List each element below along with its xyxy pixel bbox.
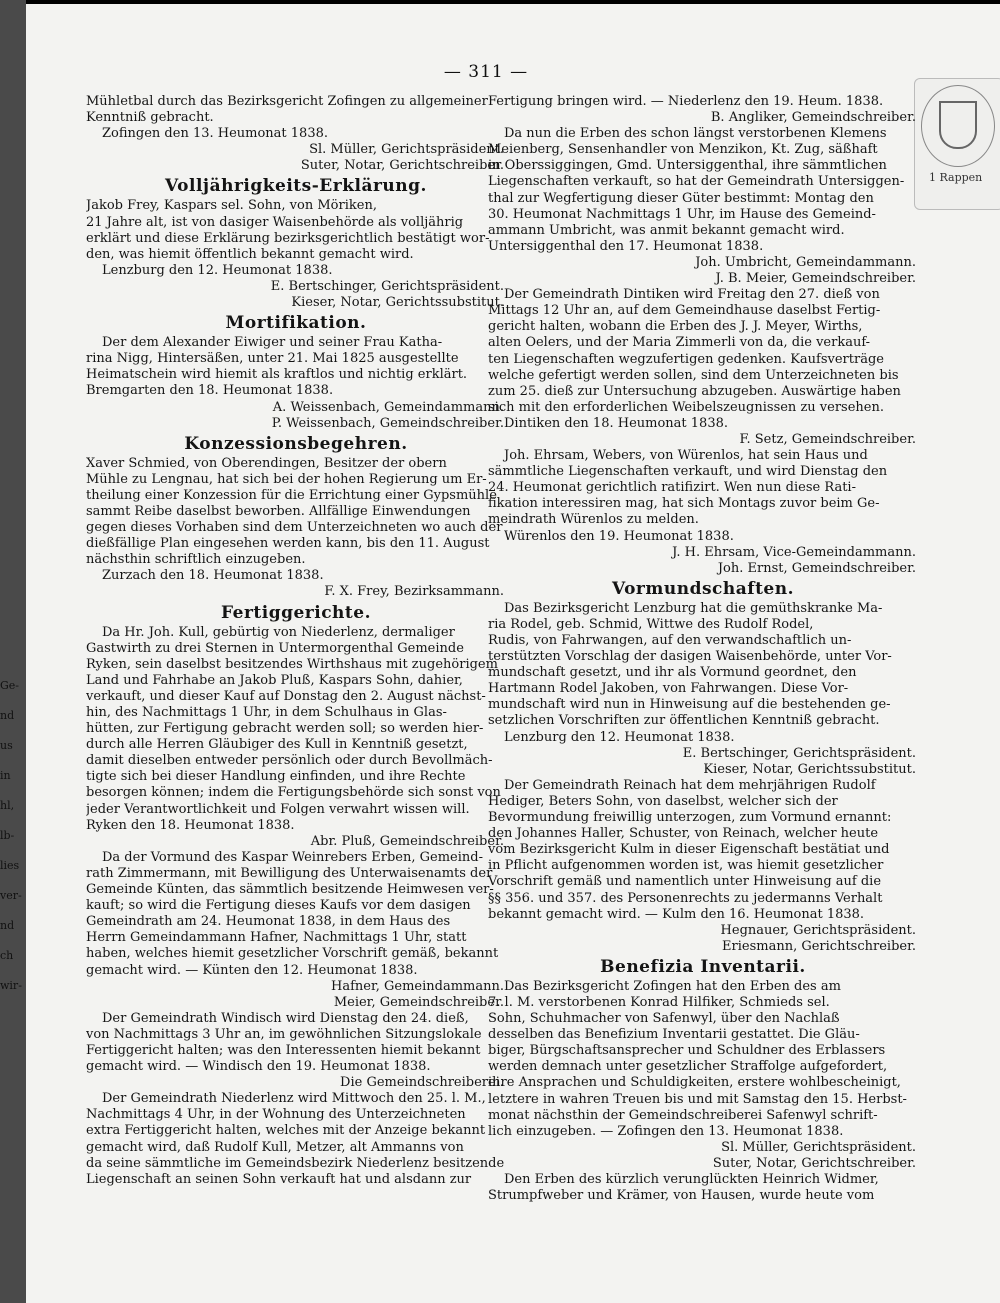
right-column-line: J. H. Ehrsam, Vice-Gemeindammann. xyxy=(672,544,916,560)
right-column-line: Rudis, von Fahrwangen, auf den verwandschaftlich un- xyxy=(488,633,852,648)
right-column-line: Fertigung bringen wird. — Niederlenz den 19. Heum. 1838. xyxy=(488,94,884,109)
right-column-line: Meienberg, Sensenhandler von Menzikon, Kt. Zug, säßhaft xyxy=(488,142,878,158)
margin-fragment: Ge- xyxy=(0,680,20,692)
newspaper-page xyxy=(26,4,1000,1303)
right-column-line: Lenzburg den 12. Heumonat 1838. xyxy=(504,729,735,745)
margin-fragment: wir- xyxy=(0,980,22,992)
right-column-line: Hartmann Rodel Jakoben, von Fahrwangen. Diese Vor- xyxy=(488,681,849,697)
right-column-line: Kieser, Notar, Gerichtssubstitut. xyxy=(703,761,916,777)
right-column-line: B. Angliker, Gemeindschreiber. xyxy=(710,110,916,126)
left-column-line: Mühle zu Lengnau, hat sich bei der hohen Regierung um Er- xyxy=(86,471,487,487)
right-column-line: Den Erben des kürzlich verunglückten Heinrich Widmer, xyxy=(504,1172,879,1187)
left-column-line: Gemeindrath am 24. Heumonat 1838, in dem Haus des xyxy=(86,914,451,930)
right-column-line: Liegenschaften verkauft, so hat der Gemeindrath Untersiggen- xyxy=(488,174,905,190)
left-column-line: kauft; so wird die Fertigung dieses Kaufs vor dem dasigen xyxy=(86,898,471,914)
right-column-line: Der Gemeindrath Reinach hat dem mehrjährigen Rudolf xyxy=(504,777,876,793)
right-column-line: biger, Bürgschaftsansprecher und Schuldner des Erblassers xyxy=(488,1043,886,1059)
left-column-line: Der dem Alexander Eiwiger und seiner Frau Katha- xyxy=(102,335,443,351)
left-column-line: P. Weissenbach, Gemeindschreiber. xyxy=(271,415,504,431)
right-column-line: Sl. Müller, Gerichtspräsident. xyxy=(721,1139,916,1155)
right-column-line: 7. l. M. verstorbenen Konrad Hilfiker, Schmieds sel. xyxy=(488,994,830,1010)
right-column-line: monat nächsthin der Gemeindschreiberei Safenwyl schrift- xyxy=(488,1107,878,1123)
left-column-line: rina Nigg, Hintersäßen, unter 21. Mai 1825 ausgestellte xyxy=(86,351,459,367)
left-column-line: besorgen können; indem die Fertigungsbehörde sich sonst von xyxy=(86,785,501,801)
right-column-line: Hediger, Beters Sohn, von daselbst, welcher sich der xyxy=(488,793,838,809)
left-column-line: 21 Jahre alt, ist von dasiger Waisenbehörde als volljährig xyxy=(86,214,464,230)
right-column-line: Joh. Ehrsam, Webers, von Würenlos, hat sein Haus und xyxy=(504,448,868,464)
right-column-line: Das Bezirksgericht Lenzburg hat die gemüthskranke Ma- xyxy=(504,600,883,616)
right-column-line: 30. Heumonat Nachmittags 1 Uhr, im Hause des Gemeind- xyxy=(488,206,876,222)
left-column-line: da seine sämmtliche im Gemeindsbezirk Niederlenz besitzende xyxy=(86,1155,505,1171)
right-column-line: setzlichen Vorschriften zur öffentlichen Kenntniß gebracht. xyxy=(488,713,880,729)
left-column-line: Herrn Gemeindammann Hafner, Nachmittags 1 Uhr, statt xyxy=(86,930,467,946)
margin-fragment: ver- xyxy=(0,890,22,902)
right-column-line: J. B. Meier, Gemeindschreiber. xyxy=(715,271,916,287)
right-column-heading: Benefizia Inventarii. xyxy=(600,956,806,977)
left-column-heading: Mortifikation. xyxy=(225,313,367,334)
left-column-heading: Konzessionsbegehren. xyxy=(184,433,408,454)
left-column-line: Da der Vormund des Kaspar Weinrebers Erben, Gemeind- xyxy=(102,849,483,865)
right-column-line: in Pflicht aufgenommen worden ist, was hiemit gesetzlicher xyxy=(488,858,884,874)
right-column-line: ammann Umbricht, was anmit bekannt gemacht wird. xyxy=(488,222,845,238)
left-column-line: Land und Fahrhabe an Jakob Pluß, Kaspars Sohn, dahier, xyxy=(86,672,463,688)
right-column-line: Sohn, Schuhmacher von Safenwyl, über den Nachlaß xyxy=(488,1011,840,1027)
left-column-line: jeder Verantwortlichkeit und Folgen verwahrt wissen will. xyxy=(86,801,470,817)
left-column-line: Fertiggericht halten; was den Interessenten hiemit bekannt xyxy=(86,1042,481,1058)
right-column-line: Der Gemeindrath Dintiken wird Freitag den 27. dieß von xyxy=(504,287,880,303)
left-column-line: F. X. Frey, Bezirksammann. xyxy=(324,584,504,600)
left-column-line: damit dieselben entweder persönlich oder durch Bevollmäch- xyxy=(86,753,493,769)
stamp-text: 1 Rappen xyxy=(929,171,983,184)
left-column-line: gegen dieses Vorhaben sind dem Unterzeichneten wo auch der xyxy=(86,520,503,536)
right-column-line: lich einzugeben. — Zofingen den 13. Heumonat 1838. xyxy=(488,1123,844,1139)
left-column-line: sammt Reibe daselbst beworben. Allfällige Einwendungen xyxy=(86,503,471,519)
left-column-line: Mühletbal durch das Bezirksgericht Zofingen zu allgemeiner xyxy=(86,94,488,109)
left-column-line: Suter, Notar, Gerichtschreiber. xyxy=(300,158,504,174)
right-column-line: Strumpfweber und Krämer, von Hausen, wurde heute vom xyxy=(488,1188,875,1204)
right-column-line: mundschaft gesetzt, und ihr als Vormund geordnet, den xyxy=(488,665,857,681)
right-column-line: meindrath Würenlos zu melden. xyxy=(488,512,699,528)
right-column-line: Suter, Notar, Gerichtschreiber. xyxy=(712,1155,916,1171)
right-column-line: thal zur Wegfertigung dieser Güter bestimmt: Montag den xyxy=(488,190,874,206)
left-column-line: von Nachmittags 3 Uhr an, im gewöhnlichen Sitzungslokale xyxy=(86,1026,482,1042)
right-column-line: zum 25. dieß zur Untersuchung abzugeben. Auswärtige haben xyxy=(488,383,901,399)
left-column-line: Gemeinde Künten, das sämmtlich besitzende Heimwesen ver- xyxy=(86,882,494,898)
margin-fragment: in xyxy=(0,770,11,782)
left-column-line: Ryken, sein daselbst besitzendes Wirthshaus mit zugehörigem xyxy=(86,656,498,672)
left-column-line: Der Gemeindrath Windisch wird Dienstag den 24. dieß, xyxy=(102,1010,469,1026)
left-column-line: gemacht wird, daß Rudolf Kull, Metzer, alt Ammanns von xyxy=(86,1139,464,1155)
left-column-line: dießfällige Plan eingesehen werden kann, bis den 11. August xyxy=(86,536,490,552)
right-column-line: Eriesmann, Gerichtschreiber. xyxy=(722,938,916,954)
left-column-line: hin, des Nachmittags 1 Uhr, in dem Schulhaus in Glas- xyxy=(86,705,447,720)
right-column-line: den Johannes Haller, Schuster, von Reinach, welcher heute xyxy=(488,826,879,842)
left-column-line: E. Bertschinger, Gerichtspräsident. xyxy=(270,278,504,294)
right-column-line: fikation interessiren mag, hat sich Montags zuvor beim Ge- xyxy=(488,496,880,512)
right-column-line: desselben das Benefizium Inventarii gestattet. Die Gläu- xyxy=(488,1027,860,1043)
right-column xyxy=(488,94,918,1204)
left-column-line: Lenzburg den 12. Heumonat 1838. xyxy=(102,262,333,278)
right-column-line: vom Bezirksgericht Kulm in dieser Eigenschaft bestätiat und xyxy=(488,842,890,858)
right-column-line: Untersiggenthal den 17. Heumonat 1838. xyxy=(488,238,764,254)
left-column-line: tigte sich bei dieser Handlung einfinden, und ihre Rechte xyxy=(86,769,466,785)
right-column-line: Hegnauer, Gerichtspräsident. xyxy=(720,922,916,938)
left-column-line: Xaver Schmied, von Oberendingen, Besitzer der obern xyxy=(86,455,447,471)
right-column-line: terstützten Vorschlag der dasigen Waisenbehörde, unter Vor- xyxy=(488,649,892,665)
left-column-line: Da Hr. Joh. Kull, gebürtig von Niederlenz, dermaliger xyxy=(102,624,455,640)
right-column-line: werden demnach unter gesetzlicher Straffolge aufgefordert, xyxy=(488,1059,888,1075)
left-column-line: theilung einer Konzession für die Errichtung einer Gypsmühle xyxy=(86,487,497,503)
right-column-line: ten Liegenschaften wegzufertigen gedenken. Kaufsverträge xyxy=(488,351,884,367)
margin-fragment: hl, xyxy=(0,800,15,812)
left-column-heading: Volljährigkeits-Erklärung. xyxy=(165,176,427,197)
right-column-line: mundschaft wird nun in Hinweisung auf die bestehenden ge- xyxy=(488,697,891,713)
right-column-line: in Oberssiggingen, Gmd. Untersiggenthal, ihre sämmtlichen xyxy=(488,158,887,174)
left-column-line: erklärt und diese Erklärung bezirksgerichtlich bestätigt wor- xyxy=(86,230,490,246)
margin-fragment: nd xyxy=(0,710,15,722)
left-column-line: gemacht wird. — Windisch den 19. Heumonat 1838. xyxy=(86,1059,431,1075)
margin-fragment: ch xyxy=(0,950,14,962)
left-column-line: Liegenschaft an seinen Sohn verkauft hat und alsdann zur xyxy=(86,1171,472,1187)
left-column-line: Kieser, Notar, Gerichtssubstitut. xyxy=(291,295,504,311)
left-column-line: Heimatschein wird hiemit als kraftlos und nichtig erklärt. xyxy=(86,367,468,383)
right-column-line: ihre Ansprachen und Schuldigkeiten, erstere wohlbescheinigt, xyxy=(488,1075,901,1091)
left-column-line: durch alle Herren Gläubiger des Kull in Kenntniß gesetzt, xyxy=(86,737,468,753)
right-column-line: Würenlos den 19. Heumonat 1838. xyxy=(504,528,734,544)
left-column-line: Der Gemeindrath Niederlenz wird Mittwoch den 25. l. M., xyxy=(102,1091,486,1107)
right-column-heading: Vormundschaften. xyxy=(611,578,795,599)
margin-fragment: us xyxy=(0,740,13,752)
left-column-line: Gastwirth zu drei Sternen in Untermorgenthal Gemeinde xyxy=(86,640,464,656)
page-number: — 311 — xyxy=(443,62,529,82)
left-column-line: Kenntniß gebracht. xyxy=(86,110,214,126)
left-column-line: Zurzach den 18. Heumonat 1838. xyxy=(102,568,324,584)
left-column-line: Ryken den 18. Heumonat 1838. xyxy=(86,817,295,833)
right-column-line: ria Rodel, geb. Schmid, Wittwe des Rudolf Rodel, xyxy=(488,616,814,632)
left-column-line: extra Fertiggericht halten, welches mit der Anzeige bekannt xyxy=(86,1123,486,1139)
left-column-line: Abr. Pluß, Gemeindschreiber. xyxy=(310,833,504,849)
adjacent-page-edge xyxy=(0,0,26,1303)
right-column-line: Joh. Ernst, Gemeindschreiber. xyxy=(717,560,916,576)
left-column-line: haben, welches hiemit gesetzlicher Vorschrift gemäß, bekannt xyxy=(86,946,499,962)
right-column-line: 24. Heumonat gerichtlich ratifizirt. Wen nun diese Rati- xyxy=(488,480,856,496)
right-column-line: Vorschrift gemäß und namentlich unter Hinweisung auf die xyxy=(488,874,882,890)
left-column-line: rath Zimmermann, mit Bewilligung des Unterwaisenamts der xyxy=(86,865,493,881)
left-column-line: verkauft, und dieser Kauf auf Donstag den 2. August nächst- xyxy=(86,688,486,704)
left-column-line: A. Weissenbach, Gemeindammann. xyxy=(272,399,504,415)
left-column-line: Zofingen den 13. Heumonat 1838. xyxy=(102,126,329,142)
margin-fragment: lb- xyxy=(0,830,15,842)
left-column-line: Die Gemeindschreiberei. xyxy=(340,1075,504,1091)
left-column-line: Meier, Gemeindschreiber. xyxy=(333,994,504,1010)
right-column-line: sämmtliche Liegenschaften verkauft, und wird Dienstag den xyxy=(488,464,888,480)
right-column-line: Bevormundung freiwillig unterzogen, zum Vormund ernannt: xyxy=(488,810,892,826)
right-column-line: §§ 356. und 357. des Personenrechts zu jedermanns Verhalt xyxy=(488,890,883,906)
left-column-line: nächsthin schriftlich einzugeben. xyxy=(86,552,306,568)
left-column-line: Bremgarten den 18. Heumonat 1838. xyxy=(86,383,334,399)
margin-fragment: lies xyxy=(0,860,20,872)
left-column-line: hütten, zur Fertigung gebracht werden soll; so werden hier- xyxy=(86,721,484,737)
margin-fragment: nd xyxy=(0,920,15,932)
right-column-line: sich mit den erforderlichen Weibelszeugnissen zu versehen. xyxy=(488,399,884,415)
left-column-line: Hafner, Gemeindammann. xyxy=(331,978,504,994)
left-column-line: den, was hiemit öffentlich bekannt gemacht wird. xyxy=(86,246,414,262)
right-column-line: F. Setz, Gemeindschreiber. xyxy=(739,431,916,447)
tax-stamp xyxy=(914,78,1000,210)
left-column-line: Sl. Müller, Gerichtspräsident. xyxy=(309,142,504,158)
right-column-line: letztere in wahren Treuen bis und mit Samstag den 15. Herbst- xyxy=(488,1091,907,1107)
left-column-line: Jakob Frey, Kaspars sel. Sohn, von Möriken, xyxy=(86,198,377,214)
right-column-line: gericht halten, wobann die Erben des J. J. Meyer, Wirths, xyxy=(488,319,863,335)
left-column-line: Nachmittags 4 Uhr, in der Wohnung des Unterzeichneten xyxy=(86,1107,466,1123)
right-column-line: Joh. Umbricht, Gemeindammann. xyxy=(695,254,916,270)
shield-icon xyxy=(939,101,977,149)
right-column-line: Dintiken den 18. Heumonat 1838. xyxy=(504,415,728,431)
right-column-line: Das Bezirksgericht Zofingen hat den Erben des am xyxy=(504,978,841,994)
left-column-heading: Fertiggerichte. xyxy=(220,602,372,623)
left-column-line: gemacht wird. — Künten den 12. Heumonat 1838. xyxy=(86,962,418,978)
right-column-line: Mittags 12 Uhr an, auf dem Gemeindhause daselbst Fertig- xyxy=(488,303,881,319)
right-column-line: E. Bertschinger, Gerichtspräsident. xyxy=(682,745,916,761)
right-column-line: welche gefertigt werden sollen, sind dem Unterzeichneten bis xyxy=(488,367,899,383)
right-column-line: alten Oelers, und der Maria Zimmerli von da, die verkauf- xyxy=(488,335,871,351)
right-column-line: bekannt gemacht wird. — Kulm den 16. Heumonat 1838. xyxy=(488,906,865,922)
right-column-line: Da nun die Erben des schon längst verstorbenen Klemens xyxy=(504,126,887,142)
left-column xyxy=(86,94,506,1188)
